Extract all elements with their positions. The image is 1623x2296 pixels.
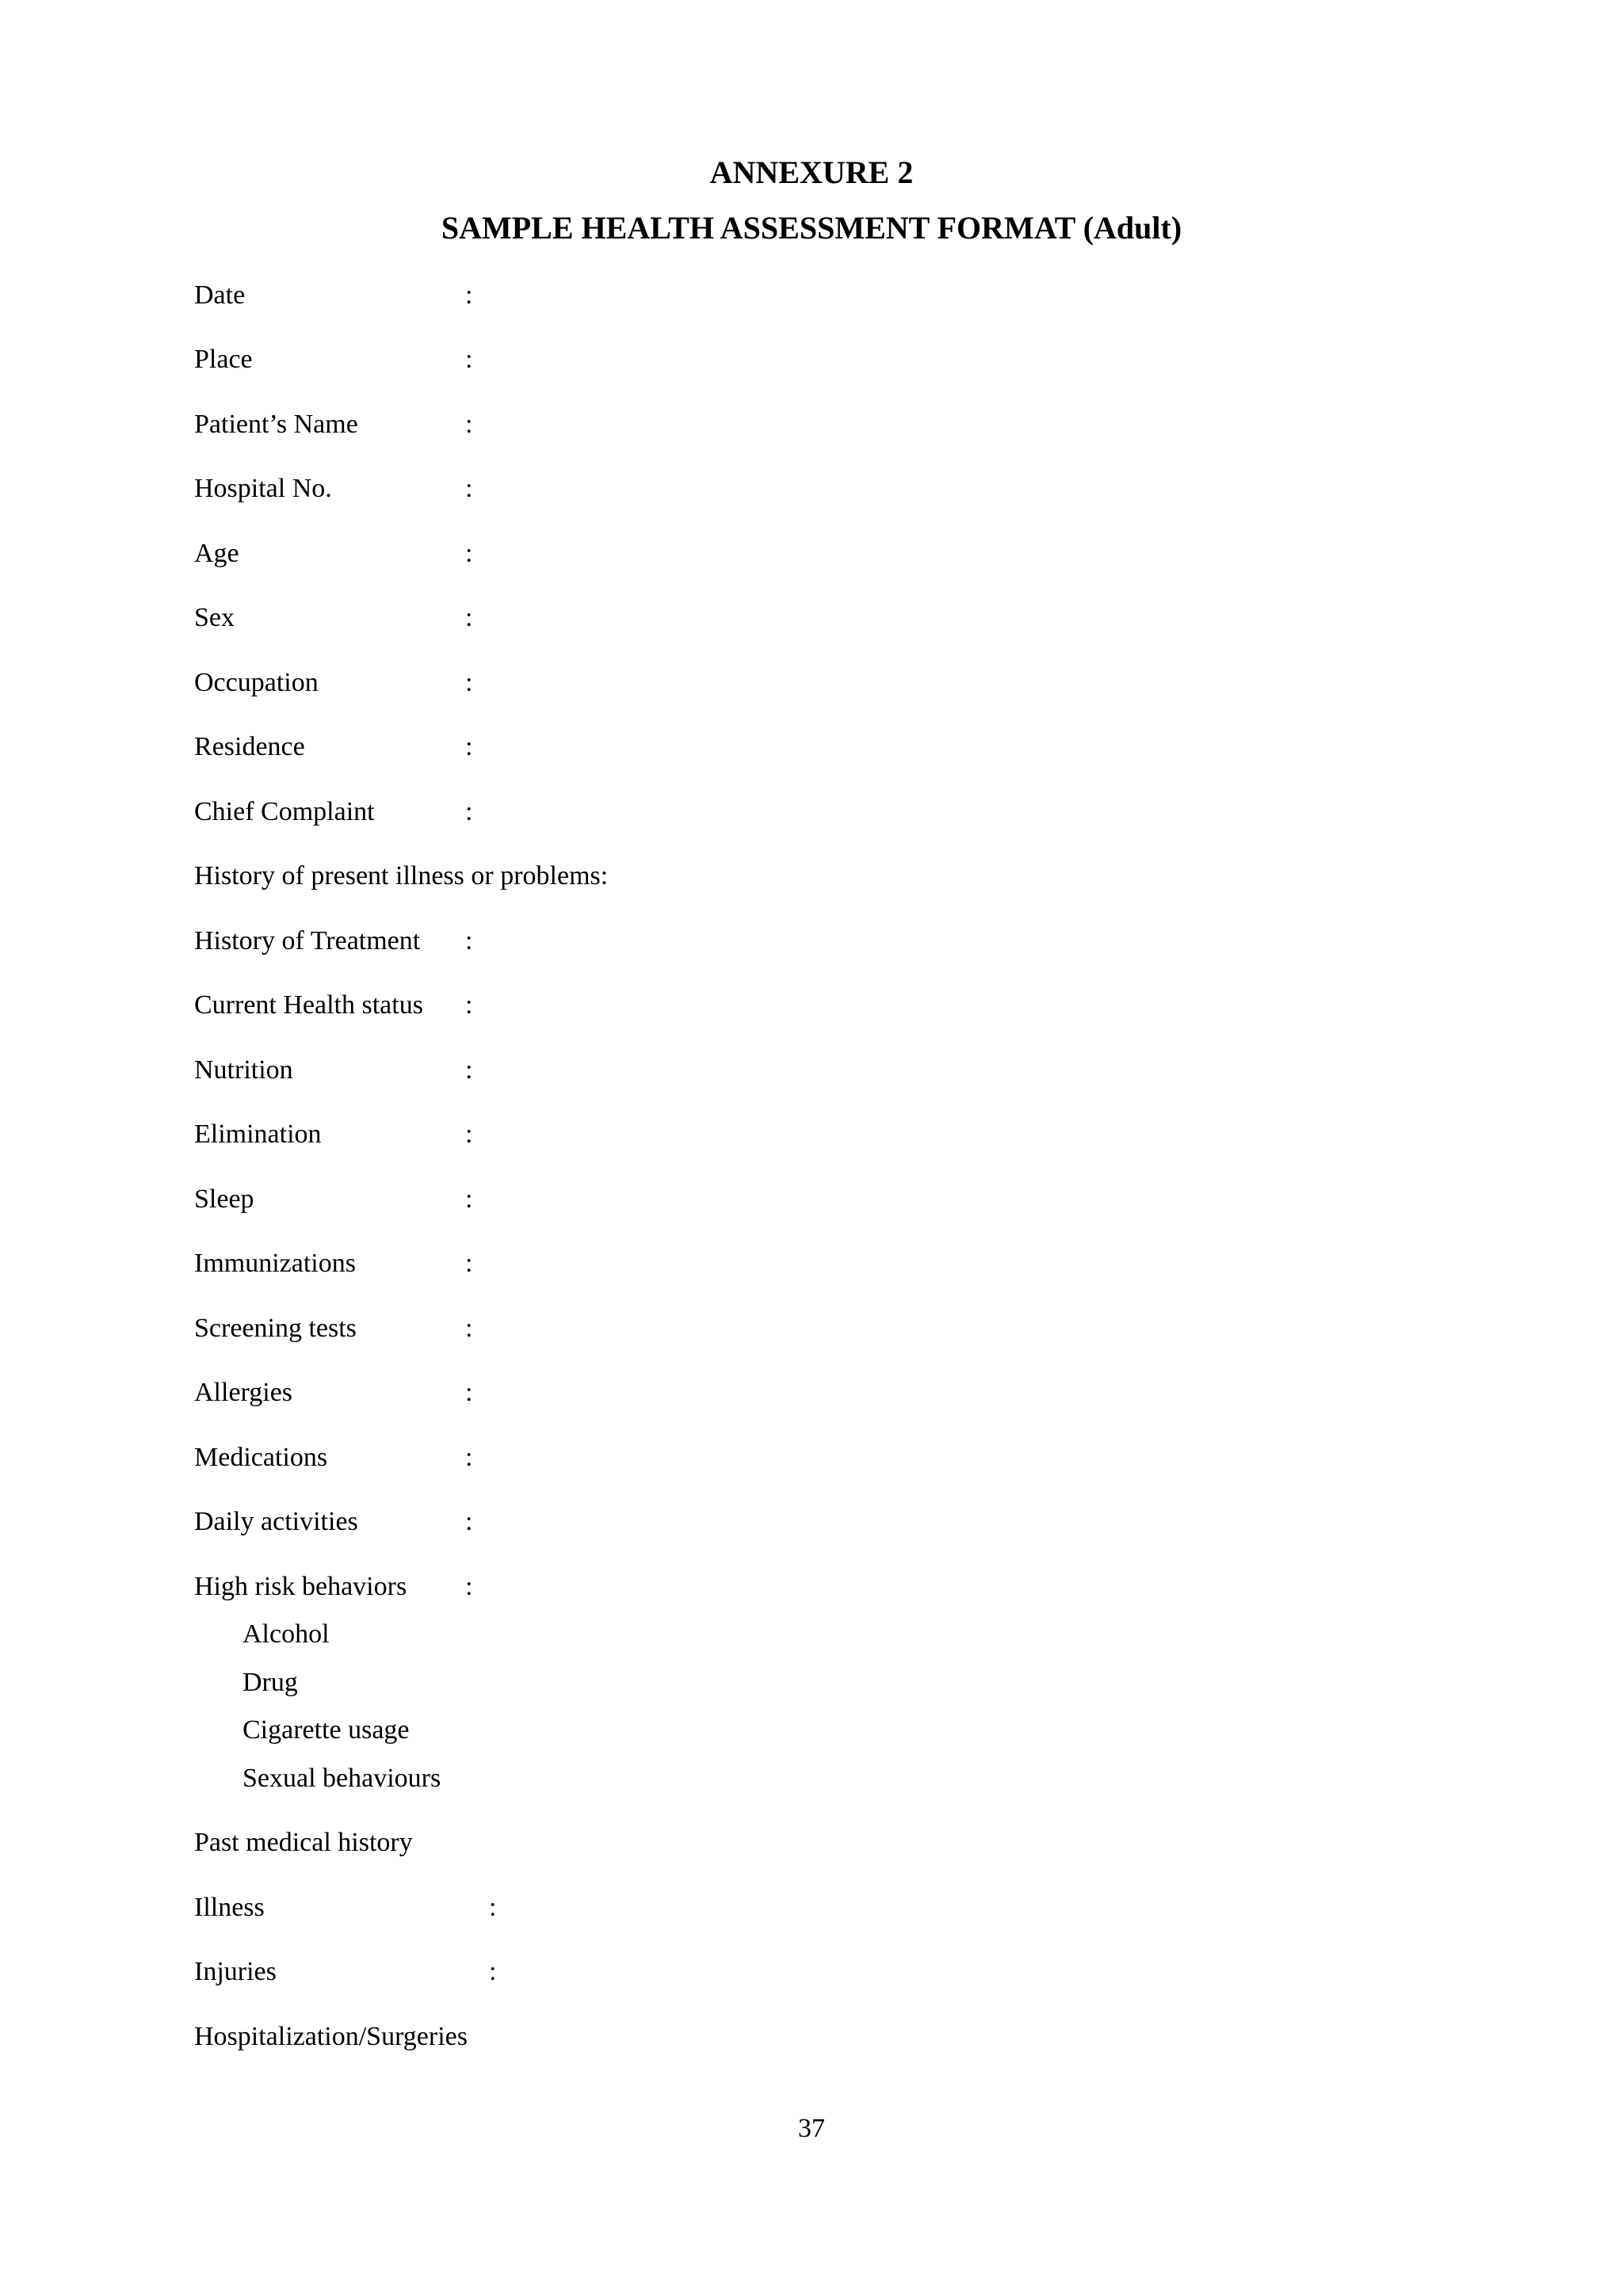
field-label: Past medical history — [194, 1828, 413, 1857]
field-label: Immunizations — [194, 1249, 356, 1278]
field-colon: : — [465, 797, 473, 826]
high-risk-item-alcohol: Alcohol — [242, 1619, 330, 1649]
field-label: Medications — [194, 1443, 328, 1472]
field-label: Daily activities — [194, 1507, 358, 1536]
field-colon: : — [465, 1443, 473, 1472]
field-colon: : — [465, 1314, 473, 1343]
field-label: Nutrition — [194, 1055, 293, 1085]
field-label: Current Health status — [194, 990, 423, 1020]
field-colon: : — [465, 1507, 473, 1536]
field-colon: : — [465, 990, 473, 1020]
field-label: Screening tests — [194, 1314, 357, 1343]
field-label: Illness — [194, 1893, 265, 1922]
field-colon: : — [465, 1119, 473, 1149]
field-label: Place — [194, 345, 253, 374]
field-label: Age — [194, 539, 239, 568]
field-colon: : — [465, 539, 473, 568]
field-label: Residence — [194, 732, 305, 761]
field-label: Allergies — [194, 1378, 293, 1407]
field-label: Sleep — [194, 1184, 254, 1214]
field-label: Injuries — [194, 1957, 277, 1986]
form-title: SAMPLE HEALTH ASSESSMENT FORMAT (Adult) — [441, 210, 1182, 246]
field-colon: : — [489, 1893, 497, 1922]
page-number: 37 — [798, 2114, 825, 2143]
field-label: Elimination — [194, 1119, 322, 1149]
field-colon: : — [489, 1957, 497, 1986]
high-risk-item-cigarette: Cigarette usage — [242, 1715, 410, 1745]
field-colon: : — [465, 1055, 473, 1085]
field-colon: : — [465, 926, 473, 955]
field-label: Hospital No. — [194, 474, 332, 503]
high-risk-item-drug: Drug — [242, 1668, 298, 1697]
field-label: Date — [194, 280, 246, 310]
field-label: History of Treatment — [194, 926, 421, 955]
field-colon: : — [465, 603, 473, 632]
field-label: Chief Complaint — [194, 797, 375, 826]
field-label: History of present illness or problems: — [194, 861, 609, 891]
field-colon: : — [465, 280, 473, 310]
annexure-heading: ANNEXURE 2 — [709, 154, 914, 190]
field-colon: : — [465, 732, 473, 761]
field-colon: : — [465, 474, 473, 503]
field-colon: : — [465, 345, 473, 374]
field-colon: : — [465, 668, 473, 697]
field-colon: : — [465, 1249, 473, 1278]
field-colon: : — [465, 410, 473, 439]
field-label: High risk behaviors — [194, 1572, 407, 1601]
high-risk-item-sexual: Sexual behaviours — [242, 1764, 441, 1793]
field-colon: : — [465, 1572, 473, 1601]
field-colon: : — [465, 1184, 473, 1214]
field-colon: : — [465, 1378, 473, 1407]
field-label: Occupation — [194, 668, 319, 697]
field-label: Sex — [194, 603, 235, 632]
field-label: Hospitalization/Surgeries — [194, 2022, 468, 2051]
field-label: Patient’s Name — [194, 410, 358, 439]
